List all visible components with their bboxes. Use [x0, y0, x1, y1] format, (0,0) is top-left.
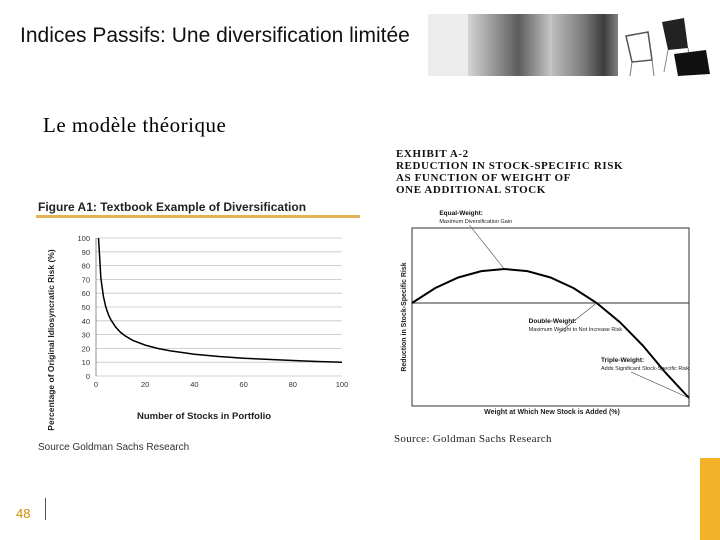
slide-subtitle: Le modèle théorique	[43, 113, 227, 137]
y-tick-label: 90	[81, 247, 90, 257]
annotation-note: Adds Significant Stock-Specific Risk	[601, 366, 690, 372]
annotation-leader	[469, 225, 504, 269]
y-tick-label: 60	[81, 289, 90, 299]
x-tick-label: 60	[239, 380, 248, 389]
page-divider	[45, 498, 46, 520]
x-axis-label: Number of Stocks in Portfolio	[136, 411, 272, 422]
figure-a1-source: Source Goldman Sachs Research	[38, 442, 190, 453]
slide-title: Indices Passifs: Une diversification limitée	[20, 24, 410, 47]
x-tick-label: 0	[93, 380, 99, 389]
y-tick-label: 70	[81, 275, 90, 285]
y-tick-label: 20	[81, 344, 90, 354]
y-tick-label: 50	[81, 303, 90, 312]
header-photo	[428, 14, 716, 76]
exhibit-heading-line: ONE ADDITIONAL STOCK	[396, 184, 546, 196]
exhibit-heading-line: REDUCTION IN STOCK-SPECIFIC RISK	[396, 160, 624, 172]
y-tick-label: 100	[77, 234, 90, 243]
figure-a1-title: Figure A1: Textbook Example of Diversification	[38, 200, 307, 214]
x-tick-label: 100	[335, 380, 349, 389]
diversification-chart	[36, 228, 360, 431]
y-tick-label: 30	[81, 330, 90, 340]
x-tick-label: 80	[288, 380, 297, 389]
figure-a2-source: Source: Goldman Sachs Research	[394, 433, 552, 445]
exhibit-heading-line: EXHIBIT A-2	[396, 148, 469, 160]
y-axis-label: Percentage of Original Idiosyncratic Risk (%)	[46, 249, 56, 431]
x-tick-label: 40	[190, 380, 199, 389]
risk-curve-line	[99, 238, 343, 362]
y-tick-label: 80	[81, 261, 90, 271]
figure-a1-rule	[36, 215, 360, 218]
annotation-note: Maximum Diversification Gain	[439, 219, 513, 225]
accent-bar	[700, 458, 720, 540]
x-tick-label: 20	[141, 380, 150, 389]
annotation-label: Triple-Weight:	[601, 357, 645, 364]
annotation-label: Double-Weight:	[528, 318, 577, 325]
y-tick-label: 10	[81, 358, 90, 368]
y-tick-label: 40	[81, 316, 90, 326]
annotation-note: Maximum Weight to Not Increase Risk	[528, 327, 623, 333]
page-number: 48	[16, 506, 31, 521]
risk-reduction-curve	[412, 269, 689, 398]
exhibit-a2-heading	[396, 148, 623, 196]
exhibit-heading-line: AS FUNCTION OF WEIGHT OF	[396, 172, 571, 184]
people-photo-strip	[428, 14, 626, 76]
weight-risk-chart	[396, 210, 700, 422]
annotation-label: Equal-Weight:	[439, 210, 483, 217]
chairs-image	[618, 14, 716, 76]
y-axis-label: Reduction in Stock-Specific Risk	[401, 262, 408, 372]
annotation-leader	[631, 372, 689, 398]
x-axis-label: Weight at Which New Stock is Added (%)	[484, 409, 620, 416]
y-tick-label: 0	[85, 372, 90, 381]
